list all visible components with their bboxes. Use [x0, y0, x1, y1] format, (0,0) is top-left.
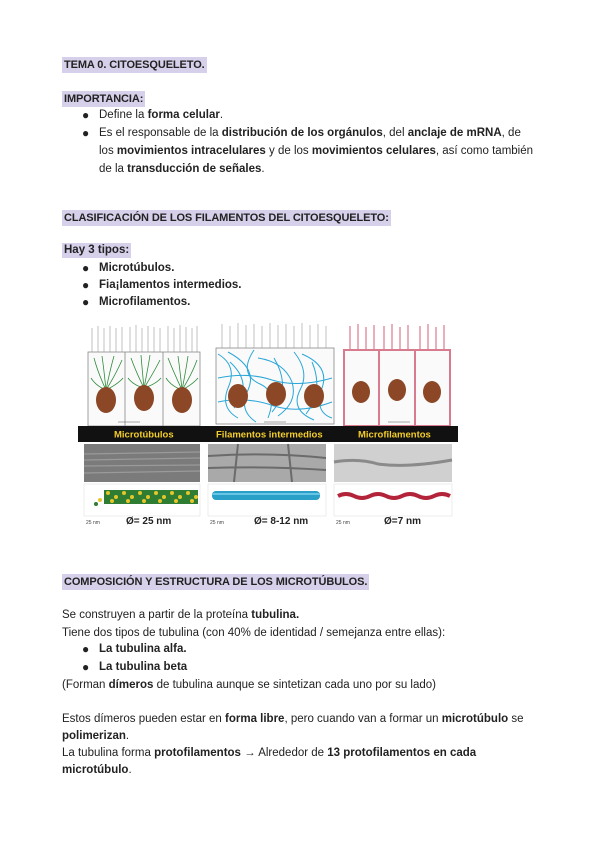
scale-bar-label: 25 nm	[210, 520, 224, 526]
diameter-filamentos-intermedios: Ø= 8-12 nm	[254, 516, 309, 527]
bullet-marker: ●	[82, 108, 90, 122]
microtubule-cells-illustration	[88, 325, 200, 426]
tipo-item: Fia¡lamentos intermedios.	[99, 279, 242, 291]
composicion-p5-line-2: microtúbulo.	[62, 764, 132, 776]
bullet-marker: ●	[82, 295, 90, 309]
tubulina-item: La tubulina alfa.	[99, 643, 187, 655]
diameter-microfilamentos: Ø=7 nm	[384, 516, 421, 527]
bullet-marker: ●	[82, 126, 90, 140]
importancia-bullet-2-line-1: Es el responsable de la distribución de los orgánulos, del anclaje de mRNA, de	[99, 127, 521, 139]
figure-label-filamentos-intermedios: Filamentos intermedios	[216, 429, 323, 441]
composicion-p3: (Forman dímeros de tubulina aunque se sintetizan cada uno por su lado)	[62, 679, 436, 691]
composicion-p4-line-1: Estos dímeros pueden estar en forma libre, pero cuando van a formar un microtúbulo se	[62, 713, 524, 725]
scale-bar-label: 25 nm	[336, 520, 350, 526]
composicion-p4-line-2: polimerizan.	[62, 730, 130, 742]
intermediate-filament-model	[212, 491, 320, 500]
importancia-bullet-2-line-2: los movimientos intracelulares y de los movimientos celulares, así como también	[99, 145, 534, 157]
importancia-bullet-1: Define la forma celular.	[99, 109, 224, 121]
microtubule-model	[94, 490, 198, 506]
tipo-item: Microtúbulos.	[99, 262, 175, 274]
diameter-microtubulos: Ø= 25 nm	[126, 516, 172, 527]
importancia-bullet-2-line-3: de la transducción de señales.	[99, 163, 265, 175]
composicion-p5-line-1: La tubulina forma protofilamentos → Alrededor de 13 protofilamentos en cada	[62, 747, 477, 759]
tubulina-item: La tubulina beta	[99, 661, 188, 673]
microfilament-cells-illustration	[344, 324, 450, 426]
tipos-label: Hay 3 tipos:	[64, 244, 130, 256]
intermediate-filament-em-image	[208, 444, 326, 482]
bullet-marker: ●	[82, 261, 90, 275]
document-title: TEMA 0. CITOESQUELETO.	[64, 59, 205, 71]
bullet-marker: ●	[82, 278, 90, 292]
figure-label-microfilamentos: Microfilamentos	[358, 429, 431, 441]
bullet-marker: ●	[82, 642, 90, 656]
composicion-p1: Se construyen a partir de la proteína tubulina.	[62, 609, 300, 621]
composicion-p2: Tiene dos tipos de tubulina (con 40% de identidad / semejanza entre ellas):	[62, 627, 446, 639]
cytoskeleton-figure	[78, 318, 458, 530]
importancia-heading: IMPORTANCIA:	[64, 93, 144, 105]
composicion-heading: COMPOSICIÓN Y ESTRUCTURA DE LOS MICROTÚBULOS.	[64, 576, 368, 588]
tipo-item: Microfilamentos.	[99, 296, 191, 308]
scale-bar-label: 25 nm	[86, 520, 100, 526]
bullet-marker: ●	[82, 660, 90, 674]
clasificacion-heading: CLASIFICACIÓN DE LOS FILAMENTOS DEL CITOESQUELETO:	[64, 212, 389, 224]
microtubule-em-image	[84, 444, 200, 482]
intermediate-filament-cells-illustration	[216, 323, 334, 424]
figure-label-microtubulos: Microtúbulos	[114, 429, 174, 441]
